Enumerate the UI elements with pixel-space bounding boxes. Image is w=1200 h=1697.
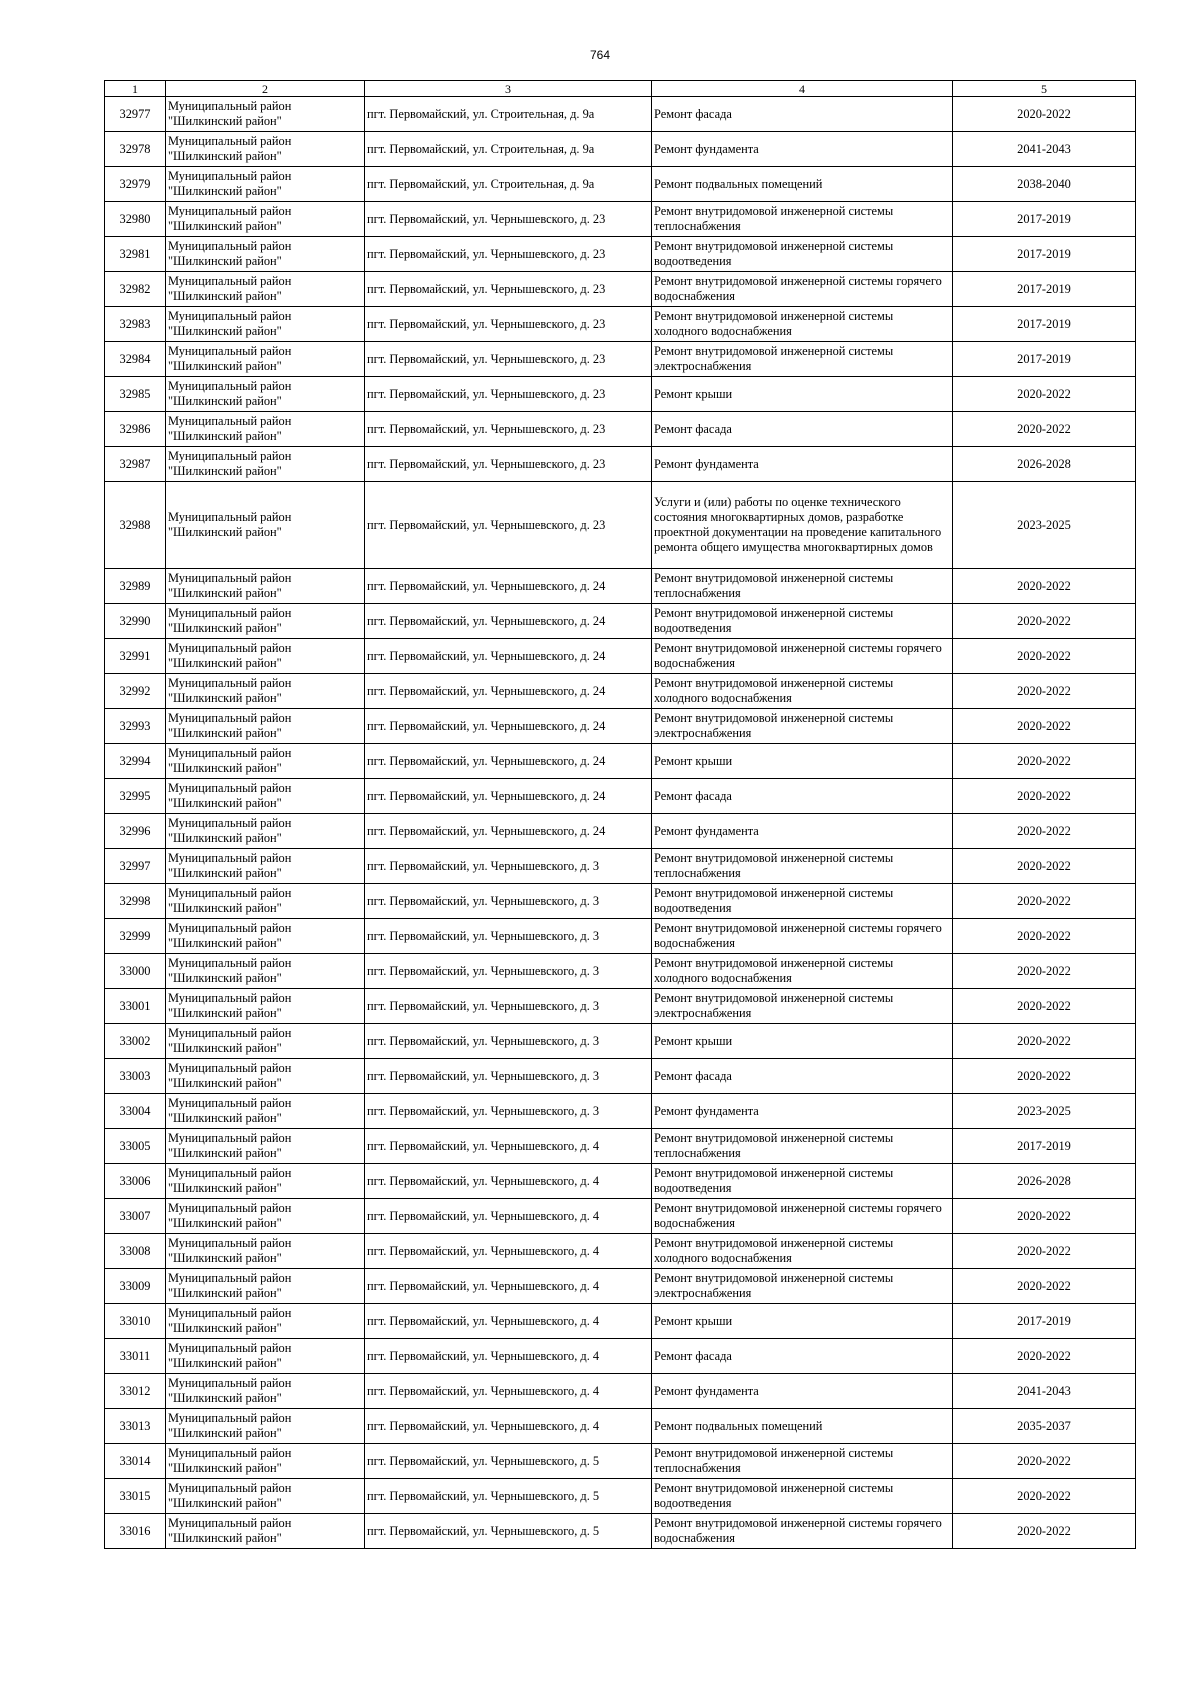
work-type-cell: Ремонт внутридомовой инженерной системы горячего водоснабжения xyxy=(652,1514,953,1549)
column-header-2: 2 xyxy=(166,81,365,97)
column-header-4: 4 xyxy=(652,81,953,97)
table-row xyxy=(105,1444,1136,1479)
district-cell: Муниципальный район "Шилкинский район" xyxy=(166,604,365,639)
address-cell: пгт. Первомайский, ул. Чернышевского, д. 5 xyxy=(365,1514,652,1549)
district-cell: Муниципальный район "Шилкинский район" xyxy=(166,237,365,272)
period-cell: 2020-2022 xyxy=(953,1444,1136,1479)
address-cell: пгт. Первомайский, ул. Чернышевского, д. 3 xyxy=(365,1059,652,1094)
period-cell: 2017-2019 xyxy=(953,1129,1136,1164)
address-cell: пгт. Первомайский, ул. Чернышевского, д. 3 xyxy=(365,1024,652,1059)
row-number-cell: 33008 xyxy=(105,1234,166,1269)
work-type-cell: Ремонт крыши xyxy=(652,377,953,412)
row-number-cell: 32985 xyxy=(105,377,166,412)
row-number-cell: 33002 xyxy=(105,1024,166,1059)
address-cell: пгт. Первомайский, ул. Чернышевского, д. 23 xyxy=(365,377,652,412)
period-cell: 2020-2022 xyxy=(953,884,1136,919)
district-cell: Муниципальный район "Шилкинский район" xyxy=(166,1059,365,1094)
address-cell: пгт. Первомайский, ул. Чернышевского, д. 3 xyxy=(365,884,652,919)
address-cell: пгт. Первомайский, ул. Чернышевского, д. 23 xyxy=(365,342,652,377)
row-number-cell: 33012 xyxy=(105,1374,166,1409)
district-cell: Муниципальный район "Шилкинский район" xyxy=(166,342,365,377)
address-cell: пгт. Первомайский, ул. Чернышевского, д. 24 xyxy=(365,604,652,639)
row-number-cell: 32992 xyxy=(105,674,166,709)
page-number: 764 xyxy=(589,48,611,62)
address-cell: пгт. Первомайский, ул. Чернышевского, д. 24 xyxy=(365,814,652,849)
row-number-cell: 32982 xyxy=(105,272,166,307)
work-type-cell: Ремонт внутридомовой инженерной системы горячего водоснабжения xyxy=(652,919,953,954)
row-number-cell: 32989 xyxy=(105,569,166,604)
column-number-row xyxy=(105,81,1136,97)
address-cell: пгт. Первомайский, ул. Чернышевского, д. 4 xyxy=(365,1234,652,1269)
address-cell: пгт. Первомайский, ул. Чернышевского, д. 4 xyxy=(365,1374,652,1409)
work-type-cell: Ремонт внутридомовой инженерной системы теплоснабжения xyxy=(652,849,953,884)
address-cell: пгт. Первомайский, ул. Чернышевского, д. 24 xyxy=(365,674,652,709)
table-row xyxy=(105,709,1136,744)
work-type-cell: Ремонт подвальных помещений xyxy=(652,167,953,202)
address-cell: пгт. Первомайский, ул. Чернышевского, д. 24 xyxy=(365,569,652,604)
work-type-cell: Ремонт фасада xyxy=(652,412,953,447)
period-cell: 2020-2022 xyxy=(953,377,1136,412)
district-cell: Муниципальный район "Шилкинский район" xyxy=(166,1409,365,1444)
district-cell: Муниципальный район "Шилкинский район" xyxy=(166,97,365,132)
work-type-cell: Услуги и (или) работы по оценке технического состояния многоквартирных домов, разработке проектной документации на проведение капитального ремонта общего имущества многоквартирных домов xyxy=(652,482,953,569)
row-number-cell: 32995 xyxy=(105,779,166,814)
period-cell: 2020-2022 xyxy=(953,744,1136,779)
table-row xyxy=(105,849,1136,884)
column-header-1: 1 xyxy=(105,81,166,97)
row-number-cell: 32983 xyxy=(105,307,166,342)
period-cell: 2020-2022 xyxy=(953,639,1136,674)
address-cell: пгт. Первомайский, ул. Чернышевского, д. 23 xyxy=(365,482,652,569)
address-cell: пгт. Первомайский, ул. Чернышевского, д. 23 xyxy=(365,272,652,307)
work-type-cell: Ремонт внутридомовой инженерной системы водоотведения xyxy=(652,604,953,639)
period-cell: 2020-2022 xyxy=(953,1479,1136,1514)
row-number-cell: 33000 xyxy=(105,954,166,989)
row-number-cell: 32984 xyxy=(105,342,166,377)
district-cell: Муниципальный район "Шилкинский район" xyxy=(166,202,365,237)
period-cell: 2035-2037 xyxy=(953,1409,1136,1444)
work-type-cell: Ремонт фундамента xyxy=(652,1094,953,1129)
row-number-cell: 32978 xyxy=(105,132,166,167)
period-cell: 2020-2022 xyxy=(953,1269,1136,1304)
work-type-cell: Ремонт внутридомовой инженерной системы теплоснабжения xyxy=(652,569,953,604)
table-row xyxy=(105,954,1136,989)
work-type-cell: Ремонт фундамента xyxy=(652,814,953,849)
district-cell: Муниципальный район "Шилкинский район" xyxy=(166,412,365,447)
table-row xyxy=(105,342,1136,377)
table-row xyxy=(105,132,1136,167)
work-type-cell: Ремонт внутридомовой инженерной системы холодного водоснабжения xyxy=(652,954,953,989)
district-cell: Муниципальный район "Шилкинский район" xyxy=(166,779,365,814)
address-cell: пгт. Первомайский, ул. Чернышевского, д. 3 xyxy=(365,849,652,884)
period-cell: 2017-2019 xyxy=(953,342,1136,377)
address-cell: пгт. Первомайский, ул. Чернышевского, д. 5 xyxy=(365,1479,652,1514)
row-number-cell: 32997 xyxy=(105,849,166,884)
work-type-cell: Ремонт фасада xyxy=(652,779,953,814)
table-row xyxy=(105,569,1136,604)
row-number-cell: 33015 xyxy=(105,1479,166,1514)
district-cell: Муниципальный район "Шилкинский район" xyxy=(166,482,365,569)
table-row xyxy=(105,237,1136,272)
period-cell: 2023-2025 xyxy=(953,1094,1136,1129)
period-cell: 2020-2022 xyxy=(953,1024,1136,1059)
period-cell: 2020-2022 xyxy=(953,674,1136,709)
table-row xyxy=(105,1374,1136,1409)
address-cell: пгт. Первомайский, ул. Чернышевского, д. 4 xyxy=(365,1409,652,1444)
work-type-cell: Ремонт внутридомовой инженерной системы электроснабжения xyxy=(652,342,953,377)
period-cell: 2023-2025 xyxy=(953,482,1136,569)
district-cell: Муниципальный район "Шилкинский район" xyxy=(166,1269,365,1304)
district-cell: Муниципальный район "Шилкинский район" xyxy=(166,989,365,1024)
row-number-cell: 33003 xyxy=(105,1059,166,1094)
district-cell: Муниципальный район "Шилкинский район" xyxy=(166,1024,365,1059)
table-row xyxy=(105,884,1136,919)
period-cell: 2020-2022 xyxy=(953,919,1136,954)
district-cell: Муниципальный район "Шилкинский район" xyxy=(166,132,365,167)
row-number-cell: 33014 xyxy=(105,1444,166,1479)
table-row xyxy=(105,1304,1136,1339)
work-type-cell: Ремонт крыши xyxy=(652,744,953,779)
district-cell: Муниципальный район "Шилкинский район" xyxy=(166,1374,365,1409)
row-number-cell: 32980 xyxy=(105,202,166,237)
row-number-cell: 32981 xyxy=(105,237,166,272)
work-type-cell: Ремонт внутридомовой инженерной системы холодного водоснабжения xyxy=(652,307,953,342)
period-cell: 2020-2022 xyxy=(953,569,1136,604)
table-row xyxy=(105,1269,1136,1304)
district-cell: Муниципальный район "Шилкинский район" xyxy=(166,1444,365,1479)
registry-table xyxy=(104,80,1136,1549)
row-number-cell: 32996 xyxy=(105,814,166,849)
table-row xyxy=(105,1409,1136,1444)
district-cell: Муниципальный район "Шилкинский район" xyxy=(166,1339,365,1374)
row-number-cell: 32991 xyxy=(105,639,166,674)
row-number-cell: 32999 xyxy=(105,919,166,954)
table-row xyxy=(105,1129,1136,1164)
district-cell: Муниципальный район "Шилкинский район" xyxy=(166,307,365,342)
work-type-cell: Ремонт внутридомовой инженерной системы горячего водоснабжения xyxy=(652,272,953,307)
district-cell: Муниципальный район "Шилкинский район" xyxy=(166,1164,365,1199)
district-cell: Муниципальный район "Шилкинский район" xyxy=(166,272,365,307)
column-header-5: 5 xyxy=(953,81,1136,97)
work-type-cell: Ремонт фундамента xyxy=(652,447,953,482)
row-number-cell: 33013 xyxy=(105,1409,166,1444)
period-cell: 2041-2043 xyxy=(953,132,1136,167)
table-row xyxy=(105,919,1136,954)
work-type-cell: Ремонт внутридомовой инженерной системы теплоснабжения xyxy=(652,1129,953,1164)
table-row xyxy=(105,814,1136,849)
table-row xyxy=(105,447,1136,482)
address-cell: пгт. Первомайский, ул. Чернышевского, д. 23 xyxy=(365,307,652,342)
address-cell: пгт. Первомайский, ул. Чернышевского, д. 3 xyxy=(365,954,652,989)
district-cell: Муниципальный район "Шилкинский район" xyxy=(166,569,365,604)
row-number-cell: 32979 xyxy=(105,167,166,202)
address-cell: пгт. Первомайский, ул. Чернышевского, д. 4 xyxy=(365,1199,652,1234)
table-row xyxy=(105,377,1136,412)
period-cell: 2020-2022 xyxy=(953,849,1136,884)
work-type-cell: Ремонт внутридомовой инженерной системы водоотведения xyxy=(652,884,953,919)
row-number-cell: 32977 xyxy=(105,97,166,132)
period-cell: 2020-2022 xyxy=(953,779,1136,814)
period-cell: 2020-2022 xyxy=(953,814,1136,849)
period-cell: 2020-2022 xyxy=(953,954,1136,989)
period-cell: 2026-2028 xyxy=(953,447,1136,482)
address-cell: пгт. Первомайский, ул. Чернышевского, д. 4 xyxy=(365,1339,652,1374)
work-type-cell: Ремонт внутридомовой инженерной системы электроснабжения xyxy=(652,709,953,744)
column-header-3: 3 xyxy=(365,81,652,97)
address-cell: пгт. Первомайский, ул. Чернышевского, д. 23 xyxy=(365,447,652,482)
address-cell: пгт. Первомайский, ул. Чернышевского, д. 24 xyxy=(365,709,652,744)
district-cell: Муниципальный район "Шилкинский район" xyxy=(166,1129,365,1164)
district-cell: Муниципальный район "Шилкинский район" xyxy=(166,849,365,884)
table-row xyxy=(105,97,1136,132)
address-cell: пгт. Первомайский, ул. Строительная, д. 9а xyxy=(365,132,652,167)
table-row xyxy=(105,989,1136,1024)
table-row xyxy=(105,202,1136,237)
period-cell: 2020-2022 xyxy=(953,97,1136,132)
district-cell: Муниципальный район "Шилкинский район" xyxy=(166,1094,365,1129)
row-number-cell: 32986 xyxy=(105,412,166,447)
row-number-cell: 32998 xyxy=(105,884,166,919)
period-cell: 2020-2022 xyxy=(953,709,1136,744)
table-row xyxy=(105,1479,1136,1514)
period-cell: 2020-2022 xyxy=(953,412,1136,447)
district-cell: Муниципальный район "Шилкинский район" xyxy=(166,1479,365,1514)
row-number-cell: 33009 xyxy=(105,1269,166,1304)
address-cell: пгт. Первомайский, ул. Чернышевского, д. 4 xyxy=(365,1269,652,1304)
table-row xyxy=(105,1514,1136,1549)
period-cell: 2020-2022 xyxy=(953,989,1136,1024)
period-cell: 2041-2043 xyxy=(953,1374,1136,1409)
period-cell: 2017-2019 xyxy=(953,1304,1136,1339)
work-type-cell: Ремонт крыши xyxy=(652,1024,953,1059)
work-type-cell: Ремонт внутридомовой инженерной системы водоотведения xyxy=(652,1164,953,1199)
district-cell: Муниципальный район "Шилкинский район" xyxy=(166,167,365,202)
district-cell: Муниципальный район "Шилкинский район" xyxy=(166,1234,365,1269)
district-cell: Муниципальный район "Шилкинский район" xyxy=(166,1199,365,1234)
row-number-cell: 33010 xyxy=(105,1304,166,1339)
district-cell: Муниципальный район "Шилкинский район" xyxy=(166,884,365,919)
work-type-cell: Ремонт внутридомовой инженерной системы теплоснабжения xyxy=(652,1444,953,1479)
address-cell: пгт. Первомайский, ул. Чернышевского, д. 23 xyxy=(365,202,652,237)
district-cell: Муниципальный район "Шилкинский район" xyxy=(166,447,365,482)
period-cell: 2017-2019 xyxy=(953,237,1136,272)
period-cell: 2020-2022 xyxy=(953,1339,1136,1374)
work-type-cell: Ремонт фундамента xyxy=(652,132,953,167)
district-cell: Муниципальный район "Шилкинский район" xyxy=(166,954,365,989)
address-cell: пгт. Первомайский, ул. Чернышевского, д. 4 xyxy=(365,1304,652,1339)
row-number-cell: 33005 xyxy=(105,1129,166,1164)
period-cell: 2020-2022 xyxy=(953,1514,1136,1549)
row-number-cell: 33011 xyxy=(105,1339,166,1374)
row-number-cell: 33006 xyxy=(105,1164,166,1199)
table-row xyxy=(105,604,1136,639)
work-type-cell: Ремонт крыши xyxy=(652,1304,953,1339)
work-type-cell: Ремонт внутридомовой инженерной системы водоотведения xyxy=(652,1479,953,1514)
district-cell: Муниципальный район "Шилкинский район" xyxy=(166,744,365,779)
work-type-cell: Ремонт внутридомовой инженерной системы электроснабжения xyxy=(652,989,953,1024)
table-row xyxy=(105,272,1136,307)
row-number-cell: 33001 xyxy=(105,989,166,1024)
district-cell: Муниципальный район "Шилкинский район" xyxy=(166,1304,365,1339)
row-number-cell: 32988 xyxy=(105,482,166,569)
table-row xyxy=(105,167,1136,202)
address-cell: пгт. Первомайский, ул. Чернышевского, д. 5 xyxy=(365,1444,652,1479)
work-type-cell: Ремонт фасада xyxy=(652,1059,953,1094)
table-row xyxy=(105,307,1136,342)
row-number-cell: 32994 xyxy=(105,744,166,779)
work-type-cell: Ремонт внутридомовой инженерной системы горячего водоснабжения xyxy=(652,1199,953,1234)
period-cell: 2020-2022 xyxy=(953,604,1136,639)
district-cell: Муниципальный район "Шилкинский район" xyxy=(166,814,365,849)
row-number-cell: 33007 xyxy=(105,1199,166,1234)
period-cell: 2017-2019 xyxy=(953,307,1136,342)
table-row xyxy=(105,779,1136,814)
address-cell: пгт. Первомайский, ул. Строительная, д. 9а xyxy=(365,167,652,202)
period-cell: 2017-2019 xyxy=(953,202,1136,237)
period-cell: 2020-2022 xyxy=(953,1199,1136,1234)
address-cell: пгт. Первомайский, ул. Чернышевского, д. 24 xyxy=(365,779,652,814)
address-cell: пгт. Первомайский, ул. Строительная, д. 9а xyxy=(365,97,652,132)
address-cell: пгт. Первомайский, ул. Чернышевского, д. 24 xyxy=(365,744,652,779)
address-cell: пгт. Первомайский, ул. Чернышевского, д. 3 xyxy=(365,919,652,954)
table-row xyxy=(105,412,1136,447)
address-cell: пгт. Первомайский, ул. Чернышевского, д. 3 xyxy=(365,1094,652,1129)
table-row xyxy=(105,1059,1136,1094)
address-cell: пгт. Первомайский, ул. Чернышевского, д. 23 xyxy=(365,237,652,272)
row-number-cell: 32993 xyxy=(105,709,166,744)
table-row xyxy=(105,674,1136,709)
work-type-cell: Ремонт внутридомовой инженерной системы горячего водоснабжения xyxy=(652,639,953,674)
row-number-cell: 32990 xyxy=(105,604,166,639)
address-cell: пгт. Первомайский, ул. Чернышевского, д. 4 xyxy=(365,1129,652,1164)
period-cell: 2020-2022 xyxy=(953,1059,1136,1094)
table-row xyxy=(105,744,1136,779)
period-cell: 2020-2022 xyxy=(953,1234,1136,1269)
address-cell: пгт. Первомайский, ул. Чернышевского, д. 3 xyxy=(365,989,652,1024)
district-cell: Муниципальный район "Шилкинский район" xyxy=(166,639,365,674)
address-cell: пгт. Первомайский, ул. Чернышевского, д. 24 xyxy=(365,639,652,674)
work-type-cell: Ремонт внутридомовой инженерной системы холодного водоснабжения xyxy=(652,674,953,709)
work-type-cell: Ремонт внутридомовой инженерной системы водоотведения xyxy=(652,237,953,272)
district-cell: Муниципальный район "Шилкинский район" xyxy=(166,919,365,954)
period-cell: 2038-2040 xyxy=(953,167,1136,202)
table-row xyxy=(105,1234,1136,1269)
district-cell: Муниципальный район "Шилкинский район" xyxy=(166,709,365,744)
work-type-cell: Ремонт фасада xyxy=(652,97,953,132)
work-type-cell: Ремонт внутридомовой инженерной системы электроснабжения xyxy=(652,1269,953,1304)
district-cell: Муниципальный район "Шилкинский район" xyxy=(166,1514,365,1549)
row-number-cell: 33004 xyxy=(105,1094,166,1129)
table-row xyxy=(105,1199,1136,1234)
table-row xyxy=(105,639,1136,674)
table-row xyxy=(105,1339,1136,1374)
period-cell: 2017-2019 xyxy=(953,272,1136,307)
table-row xyxy=(105,482,1136,569)
row-number-cell: 32987 xyxy=(105,447,166,482)
row-number-cell: 33016 xyxy=(105,1514,166,1549)
work-type-cell: Ремонт фундамента xyxy=(652,1374,953,1409)
table-row xyxy=(105,1164,1136,1199)
address-cell: пгт. Первомайский, ул. Чернышевского, д. 4 xyxy=(365,1164,652,1199)
table-row xyxy=(105,1024,1136,1059)
work-type-cell: Ремонт подвальных помещений xyxy=(652,1409,953,1444)
period-cell: 2026-2028 xyxy=(953,1164,1136,1199)
district-cell: Муниципальный район "Шилкинский район" xyxy=(166,377,365,412)
work-type-cell: Ремонт внутридомовой инженерной системы холодного водоснабжения xyxy=(652,1234,953,1269)
address-cell: пгт. Первомайский, ул. Чернышевского, д. 23 xyxy=(365,412,652,447)
work-type-cell: Ремонт внутридомовой инженерной системы теплоснабжения xyxy=(652,202,953,237)
district-cell: Муниципальный район "Шилкинский район" xyxy=(166,674,365,709)
work-type-cell: Ремонт фасада xyxy=(652,1339,953,1374)
table-row xyxy=(105,1094,1136,1129)
